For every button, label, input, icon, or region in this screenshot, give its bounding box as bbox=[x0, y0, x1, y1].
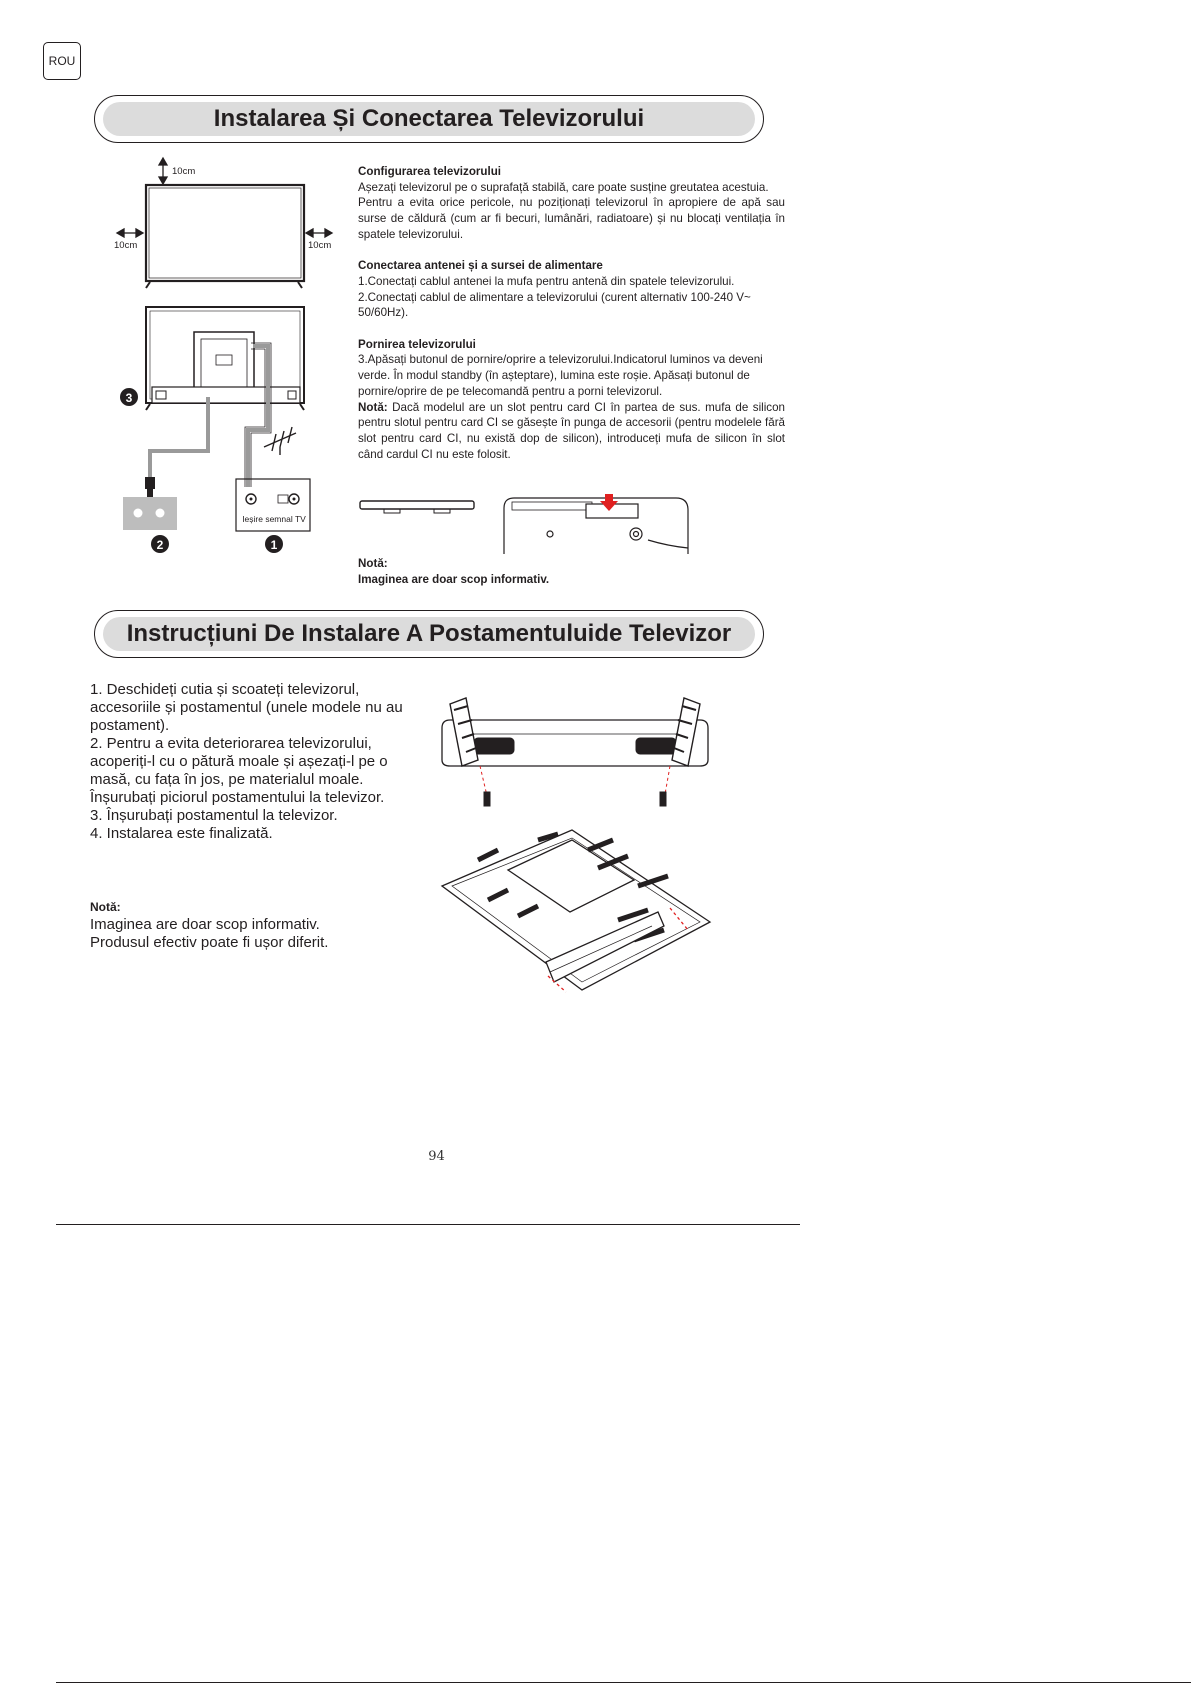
antenna-step-1: 1.Conectați cablul antenei la mufa pentru antenă din spatele televizorului. bbox=[358, 274, 735, 288]
power-heading: Pornirea televizorului bbox=[358, 337, 476, 351]
clearance-right-label: 10cm bbox=[308, 240, 332, 251]
section1-banner bbox=[94, 95, 764, 143]
bottom-rule bbox=[56, 1682, 1191, 1683]
clearance-right-arrow bbox=[306, 229, 332, 237]
stand-step-4: 4. Instalarea este finalizată. bbox=[90, 825, 273, 842]
section1-text bbox=[358, 164, 785, 462]
power-step-3: 3.Apăsați butonul de pornire/oprire a televizorului.Indicatorul luminos va deveni verde. În modul standby (în așteptare), lumina este roșie. Apăsați butonul de pornire/oprire de pe telecomandă pentru a porni televizorul. bbox=[358, 353, 763, 398]
silicon-plug-drawing bbox=[360, 501, 474, 513]
section1-note bbox=[358, 556, 785, 587]
configure-paragraph-1: Așezați televizorul pe o suprafață stabilă, care poate susține greutatea acestuia. bbox=[358, 180, 769, 194]
section2-note bbox=[90, 898, 430, 952]
configure-paragraph-2: Pentru a evita orice pericole, nu poziționați televizorul în apropiere de apă sau surse de căldură (cum ar fi becuri, lumânări, radiatoare) și nu blocați ventilația în spatele televizorului. bbox=[358, 196, 785, 241]
section2-note-line-2: Produsul efectiv poate fi ușor diferit. bbox=[90, 934, 329, 951]
stand-step-2: 2. Pentru a evita deteriorarea televizorului, acoperiți-l cu o pătură moale și așezați-l pe o masă, cu fața în jos, pe materialul moale. Înșurubați piciorul postamentului la televizor. bbox=[90, 735, 388, 806]
ci-slot-illustration bbox=[358, 494, 693, 556]
cables bbox=[150, 346, 268, 487]
tv-top-slot-drawing bbox=[504, 498, 688, 554]
footer-rule bbox=[56, 1224, 800, 1225]
section1-title: Instalarea Și Conectarea Televizorului bbox=[103, 102, 755, 136]
clearance-top-arrow bbox=[159, 158, 167, 184]
antenna-step-2: 2.Conectați cablul de alimentare a televizorului (curent alternativ 100-240 V~ 50/60Hz). bbox=[358, 290, 751, 320]
power-plug-icon bbox=[145, 477, 155, 497]
section2-note-label: Notă: bbox=[90, 900, 121, 914]
section2-banner bbox=[94, 610, 764, 658]
page-number: 94 bbox=[428, 1149, 445, 1164]
tv-back bbox=[146, 307, 304, 410]
ci-note-text: Dacă modelul are un slot pentru card CI în partea de sus. mufa de silicon pentru slotul pentru card CI se găsește în punga de accesorii (pentru modelele fără slot pentru card CI, nu există dop de silicon), introduceți mufa de silicon în slot când cardul CI nu este folosit. bbox=[358, 400, 785, 461]
step-2-number: 2 bbox=[156, 538, 164, 552]
clearance-left-arrow bbox=[117, 229, 143, 237]
clearance-top-label: 10cm bbox=[172, 166, 196, 177]
configure-heading: Configurarea televizorului bbox=[358, 165, 502, 178]
tv-back-with-stand bbox=[442, 830, 710, 992]
tv-front bbox=[146, 185, 304, 281]
wall-socket-icon bbox=[123, 497, 177, 530]
stand-step-1: 1. Deschideți cutia și scoateți televizorul, accesoriile și postamentul (unele modele nu au postament). bbox=[90, 681, 403, 734]
step-3-number: 3 bbox=[125, 391, 133, 405]
ci-note-label: Notă: bbox=[358, 400, 388, 414]
language-tag: ROU bbox=[43, 42, 81, 80]
stand-installation-illustration bbox=[438, 690, 713, 1000]
step-1-number: 1 bbox=[270, 538, 278, 552]
stand-steps bbox=[90, 681, 430, 843]
tv-bottom-with-feet bbox=[442, 698, 708, 806]
tv-connection-diagram bbox=[108, 155, 353, 575]
section1-note-text: Imaginea are doar scop informativ. bbox=[358, 572, 550, 586]
section2-title: Instrucțiuni De Instalare A Postamentuluide Televizor bbox=[103, 617, 755, 651]
antenna-box-label: Ieșire semnal TV bbox=[242, 514, 306, 524]
ci-note bbox=[358, 400, 785, 463]
clearance-left-label: 10cm bbox=[114, 240, 138, 251]
antenna-heading: Conectarea antenei și a sursei de alimentare bbox=[358, 259, 603, 273]
stand-step-3: 3. Înșurubați postamentul la televizor. bbox=[90, 807, 338, 824]
section1-note-label: Notă: bbox=[358, 557, 388, 570]
section2-note-line-1: Imaginea are doar scop informativ. bbox=[90, 916, 320, 933]
